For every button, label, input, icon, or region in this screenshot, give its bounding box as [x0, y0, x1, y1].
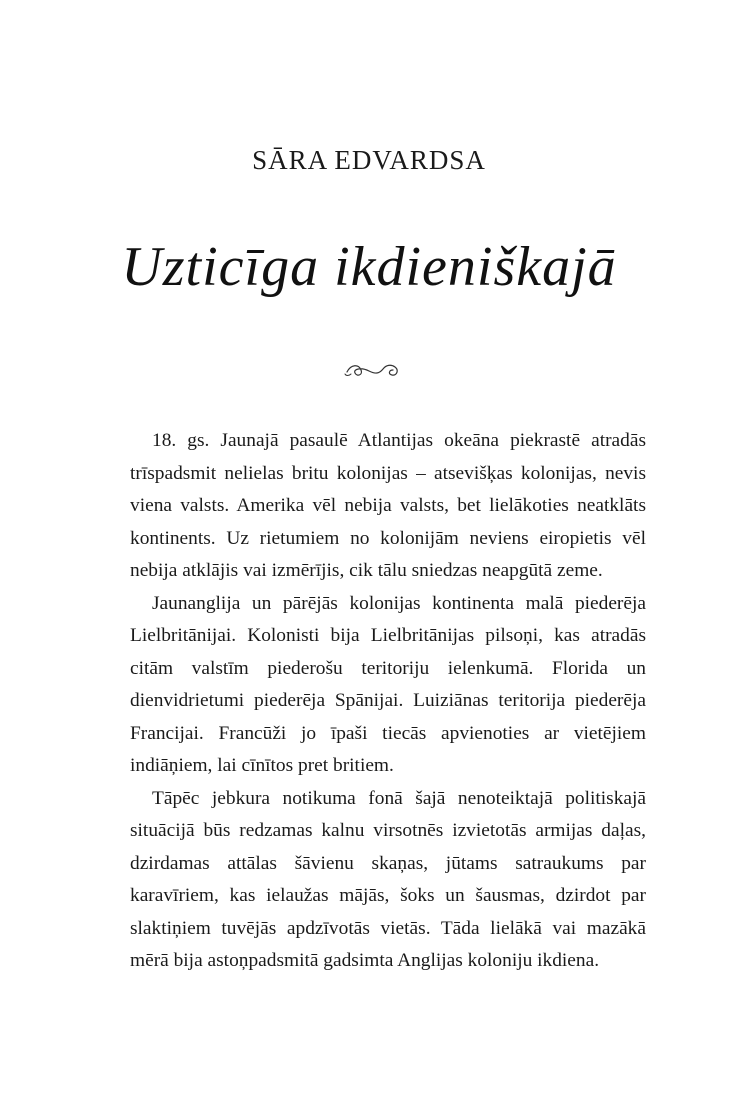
book-title: Uzticīga ikdieniškajā — [121, 236, 617, 298]
paragraph: Tāpēc jebkura notikuma fonā šajā nenoteiktajā politiskajā situācijā būs redzamas kalnu virsotnēs izvietotās armijas daļas, dzirdamas attālas šāvienu skaņas, jūtams satraukums par karavīriem, kas ielaužas mājās, šoks un šausmas, dzirdot par slaktiņiem tuvējās apdzīvotās vietās. Tāda lielākā vai mazākā mērā bija astoņpadsmitā gadsimta Anglijas koloniju ikdiena. — [130, 787, 646, 971]
paragraph: 18. gs. Jaunajā pasaulē Atlantijas okeāna piekrastē atradās trīspadsmit nelielas britu kolonijas – atsevišķas kolonijas, nevis viena valsts. Amerika vēl nebija valsts, bet lielākoties neatklāts kontinents. Uz rietumiem no kolonijām neviens eiropietis vēl nebija atklājis vai izmērījis, cik tālu sniedzas neapgūtā zeme. — [130, 430, 646, 581]
body-text — [130, 425, 646, 978]
paragraph: Jaunanglija un pārējās kolonijas kontinenta malā piederēja Lielbritānijai. Kolonisti bija Lielbritānijas pilsoņi, kas atradās citām valstīm piederošu teritoriju ielenkumā. Florida un dienvidrietumi piederēja Spānijai. Luiziānas teritorija piederēja Francijai. Francūži jo īpaši tiecās apvienoties ar vietējiem indiāņiem, lai cīnītos pret britiem. — [130, 592, 646, 776]
flourish-ornament-icon — [343, 358, 403, 382]
author-name: SĀRA EDVARDSA — [252, 145, 486, 175]
